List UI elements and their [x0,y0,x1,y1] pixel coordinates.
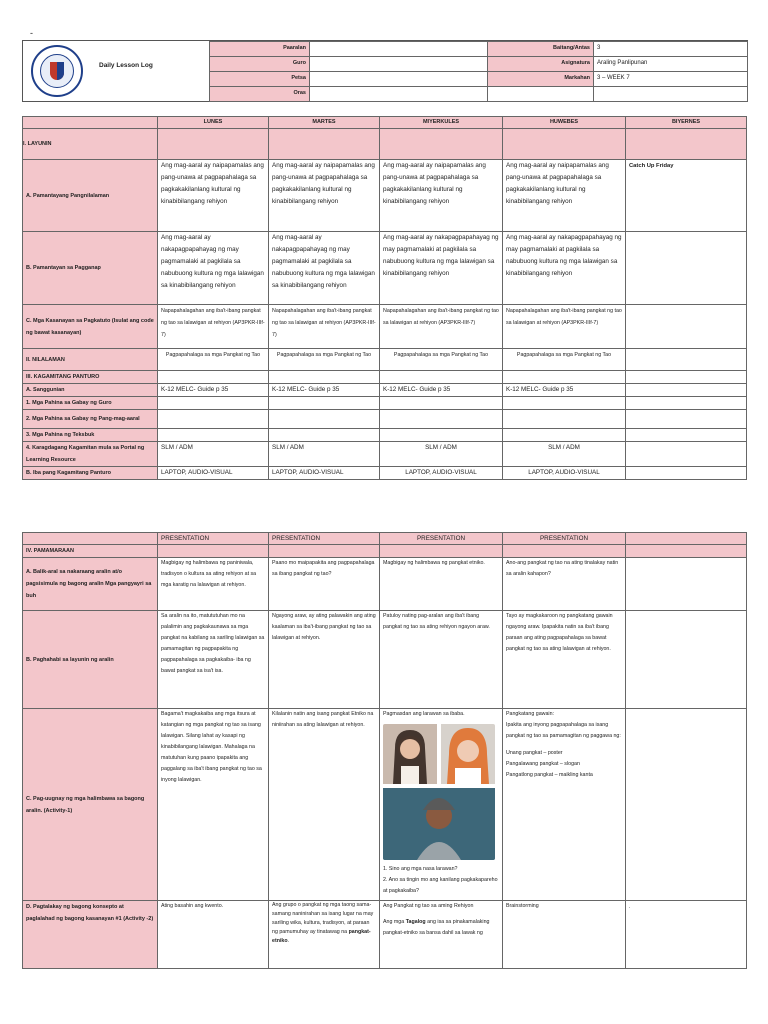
cell-text: Paano mo maipapakita ang pagpapahalaga sa ibang pangkat ng tao? [269,558,380,611]
cell-text: Napapahalagahan ang iba't-ibang pangkat ng tao sa lalawigan at rehiyon (AP3PKR-IIIf-7) [503,305,626,349]
value-oras [310,87,488,102]
cell-text: Pangkatang gawain: [506,711,555,717]
cell-text: Ang mag-aaral ay nakapagpapahayag ng may pagmamalaki at pagkilala sa nabubuong kultura ng mga lalawigan sa kinabibilangang rehiyon [269,232,380,305]
cell-text: LAPTOP, AUDIO-VISUAL [503,467,626,480]
cell-text: Unang pangkat – poster [506,750,563,756]
cell-text: SLM / ADM [503,442,626,467]
label-petsa: Petsa [210,72,310,87]
row-label-mga-kasanayan: C. Mga Kasanayan sa Pagkatuto (Isulat ang code ng bawat kasanayan) [23,305,158,349]
catch-up-friday: Catch Up Friday [626,160,747,232]
day-wednesday: MIYERKULES [380,117,503,129]
day-tuesday: MARTES [269,117,380,129]
label-paaralan: Paaralan [210,42,310,57]
cell-text: Magbigay ng halimbawa ng paniniwala, tradisyon o kultura sa ating rehiyon at sa mga karatig na lalawigan at rehiyon. [158,558,269,611]
cell-text: Kilalanin natin ang isang pangkat Etniko na niniirahan sa ating lalawigan at rehiyon. [269,709,380,901]
cell-text: Pangatlong pangkat – maikling kanta [506,772,593,778]
cell-text: K-12 MELC- Guide p 35 [158,384,269,397]
cell-text: Pagpapahalaga sa mga Pangkat ng Tao [503,349,626,371]
cell-text: Ating basahin ang kwento. [158,901,269,969]
cell-text: Ang Pangkat ng tao sa aming Rehiyon Ang mga Tagalog ang isa sa pinakamalaking pangkat-etniko sa bansa dahil sa lawak ng [380,901,503,969]
label-oras: Oras [210,87,310,102]
cell-text: Ngayong araw, ay ating palawakin ang ating kaalaman sa iba't-ibang pangkat ng tao sa lalawigan at rehiyon. [269,611,380,709]
cell-text: Pagpapahalaga sa mga Pangkat ng Tao [269,349,380,371]
row-label-gabay-magaaral: 2. Mga Pahina sa Gabay ng Pang-mag-aaral [23,410,158,429]
blank-cell [23,533,158,545]
cell-text: Ang mag-aaral ay naipapamalas ang pang-unawa at pagpapahalaga sa pagkakakilanlang kultural ng kinabibilangang rehiyon [269,160,380,232]
row-label-pamantayan-sa-pagganap: B. Pamantayan sa Pagganap [23,232,158,305]
row-label-pamantayang-pangnilalaman: A. Pamantayang Pangnilalaman [23,160,158,232]
cell-text: Brainstorming [503,901,626,969]
cell-text: Sa aralin na ito, matututuhan mo na palalimin ang pagkakaunawa sa mga pangkat na kabilang sa sariling lalawigan sa pamamagitan ng pagpapakita ng pagpapahalaga sa pagkakaiba- iba ng bawat pangkat sa isa't isa. [158,611,269,709]
thursday-activity-cell [503,709,626,901]
row-label-paghahabi: B. Paghahabi sa layunin ng aralin [23,611,158,709]
cell-text: Pagmasdan ang larawan sa ibaba. [383,711,465,717]
value-markahan: 3 – WEEK 7 [594,72,748,87]
row-label-pagtalakay: D. Pagtalakay ng bagong konsepto at paglalahad ng bagong kasanayan #1 (Activity -2) [23,901,158,969]
cell-text: Ang mag-aaral ay nakapagpapahayag ng may pagmamalaki at pagkilala sa nabubuong kultura ng mga lalawigan sa kinabibilangang rehiyon [380,232,503,305]
objectives-table [22,116,747,480]
row-label-karagdagang-kagamitan: 4. Karagdagang Kagamitan mula sa Portal ng Learning Resource [23,442,158,467]
row-label-pag-uugnay: C. Pag-uugnay ng mga halimbawa sa bagong aralin. (Activity-1) [23,709,158,901]
blank-cell [594,87,748,102]
cell-text: Ang mag-aaral ay naipapamalas ang pang-unawa at pagpapahalaga sa pagkakakilanlang kultural ng kinabibilangang rehiyon [158,160,269,232]
cell-text: Tayo ay magkakaroon ng pangkatang gawain ngayong araw. Ipapakita natin sa iba't ibang paraan ang ating pagpapahalaga sa bawat pangkat ng tao sa ating lalawigan at rehiyon. [503,611,626,709]
value-baitang: 3 [594,42,748,57]
day-thursday: HUWEBES [503,117,626,129]
cell-text: SLM / ADM [158,442,269,467]
deped-seal-icon [31,45,83,97]
presentation-monday: PRESENTATION [158,533,269,545]
cell-text: . [626,901,747,969]
section-layunin: I. LAYUNIN [23,129,158,160]
cell-text: K-12 MELC- Guide p 35 [269,384,380,397]
cell-text: LAPTOP, AUDIO-VISUAL [380,467,503,480]
cell-text: Ang mag-aaral ay naipapamalas ang pang-unawa at pagpapahalaga sa pagkakakilanlang kultural ng kinabibilangang rehiyon [503,160,626,232]
row-label-gabay-guro: 1. Mga Pahina sa Gabay ng Guro [23,397,158,410]
day-monday: LUNES [158,117,269,129]
label-asignatura: Asignatura [488,57,594,72]
wednesday-activity-cell [380,709,503,901]
value-paaralan [310,42,488,57]
presentation-wednesday: PRESENTATION [380,533,503,545]
header-info-table [209,41,748,102]
row-label-sanggunian: A. Sanggunian [23,384,158,397]
cell-text: Ang mag-aaral ay naipapamalas ang pang-unawa at pagpapahalaga sa pagkakakilanlang kultural ng kinabibilangang rehiyon [380,160,503,232]
row-label-nilalaman: II. NILALAMAN [23,349,158,371]
day-friday: BIYERNES [626,117,747,129]
cell-text: Napapahalagahan ang iba't-ibang pangkat ng tao sa lalawigan at rehiyon (AP3PKR-IIIf-7) [158,305,269,349]
cell-text: Ang mag-aaral ay nakapagpapahayag ng may pagmamalaki at pagkilala sa nabubuong kultura ng mga lalawigan sa kinabibilangang rehiyon [158,232,269,305]
presentation-thursday: PRESENTATION [503,533,626,545]
procedure-table [22,532,747,969]
label-baitang: Baitang/Antas [488,42,594,57]
cell-text: K-12 MELC- Guide p 35 [503,384,626,397]
cell-text: Ang grupo o pangkat ng mga taong sama-samang naninirahan sa isang lugar na may sariling wika, kultura, tradisyon, at paraan ng pamumuhay ay tinatawag na pangkat-etniko. [269,901,380,969]
cell-text: Ang mag-aaral ay nakapagpapahayag ng may pagmamalaki at pagkilala sa nabubuong kultura ng mga lalawigan sa kinabibilangang rehiyon [503,232,626,305]
blank-cell [23,117,158,129]
cell-text: SLM / ADM [269,442,380,467]
row-label-iba-pang-kagamitan: B. Iba pang Kagamitang Panturo [23,467,158,480]
value-petsa [310,72,488,87]
label-guro: Guro [210,57,310,72]
cell-text: Patuloy nating pag-aralan ang iba't ibang pangkat ng tao sa ating rehiyon ngayon araw. [380,611,503,709]
cell-text: Pagpapahalaga sa mga Pangkat ng Tao [380,349,503,371]
cell-text: Ano-ang pangkat ng tao na ating tinalakay natin sa aralin kahapon? [503,558,626,611]
cell-text: K-12 MELC- Guide p 35 [380,384,503,397]
dll-title: Daily Lesson Log [99,62,153,69]
row-label-kagamitan: III. KAGAMITANG PANTURO [23,371,158,384]
cell-text: 2. Ano sa tingin mo ang kanilang pagkakapareho at pagkakaiba? [383,877,498,894]
cell-text: Ipakita ang inyong pagpapahalaga sa isang pangkat ng tao sa pamamagitan ng paggawa ng: [506,722,621,739]
cell-text: Napapahalagahan ang iba't-ibang pangkat ng tao sa lalawigan at rehiyon (AP3PKR-IIIf-7) [380,305,503,349]
cell-text: LAPTOP, AUDIO-VISUAL [158,467,269,480]
ethnic-group-photo-image [383,724,495,860]
cell-text: Pagpapahalaga sa mga Pangkat ng Tao [158,349,269,371]
cell-text: LAPTOP, AUDIO-VISUAL [269,467,380,480]
cell-text: 1. Sino ang mga nasa larawan? [383,866,458,872]
cell-text: SLM / ADM [380,442,503,467]
row-label-teksbuk: 3. Mga Pahina ng Teksbuk [23,429,158,442]
section-pamamaraan: IV. PAMAMARAAN [23,545,158,558]
cell-text: Magbigay ng halimbawa ng pangkat etniko. [380,558,503,611]
cell-text: Pangalawang pangkat – slogan [506,761,580,767]
lesson-header [22,40,748,102]
presentation-tuesday: PRESENTATION [269,533,380,545]
value-asignatura: Araling Panlipunan [594,57,748,72]
cell-text: Bagama't magkakaiba ang mga itsura at katangian ng mga pangkat ng tao sa isang lalawigan. Silang lahat ay kasapi ng kinabibilangang lalawigan. Mahalaga na matutuhan kung paano ipapakita ang paggalang sa iba't ibang pangkat ng tao sa inyong lalawigan. [158,709,269,901]
label-markahan: Markahan [488,72,594,87]
value-guro [310,57,488,72]
cell-text: Napapahalagahan ang iba't-ibang pangkat ng tao sa lalawigan at rehiyon (AP3PKR-IIIf-7) [269,305,380,349]
corner-mark: - [30,28,33,38]
row-label-balik-aral: A. Balik-aral sa nakaraang aralin at/o pagsisimula ng bagong aralin Mga pangyayri sa buh [23,558,158,611]
blank-cell [488,87,594,102]
